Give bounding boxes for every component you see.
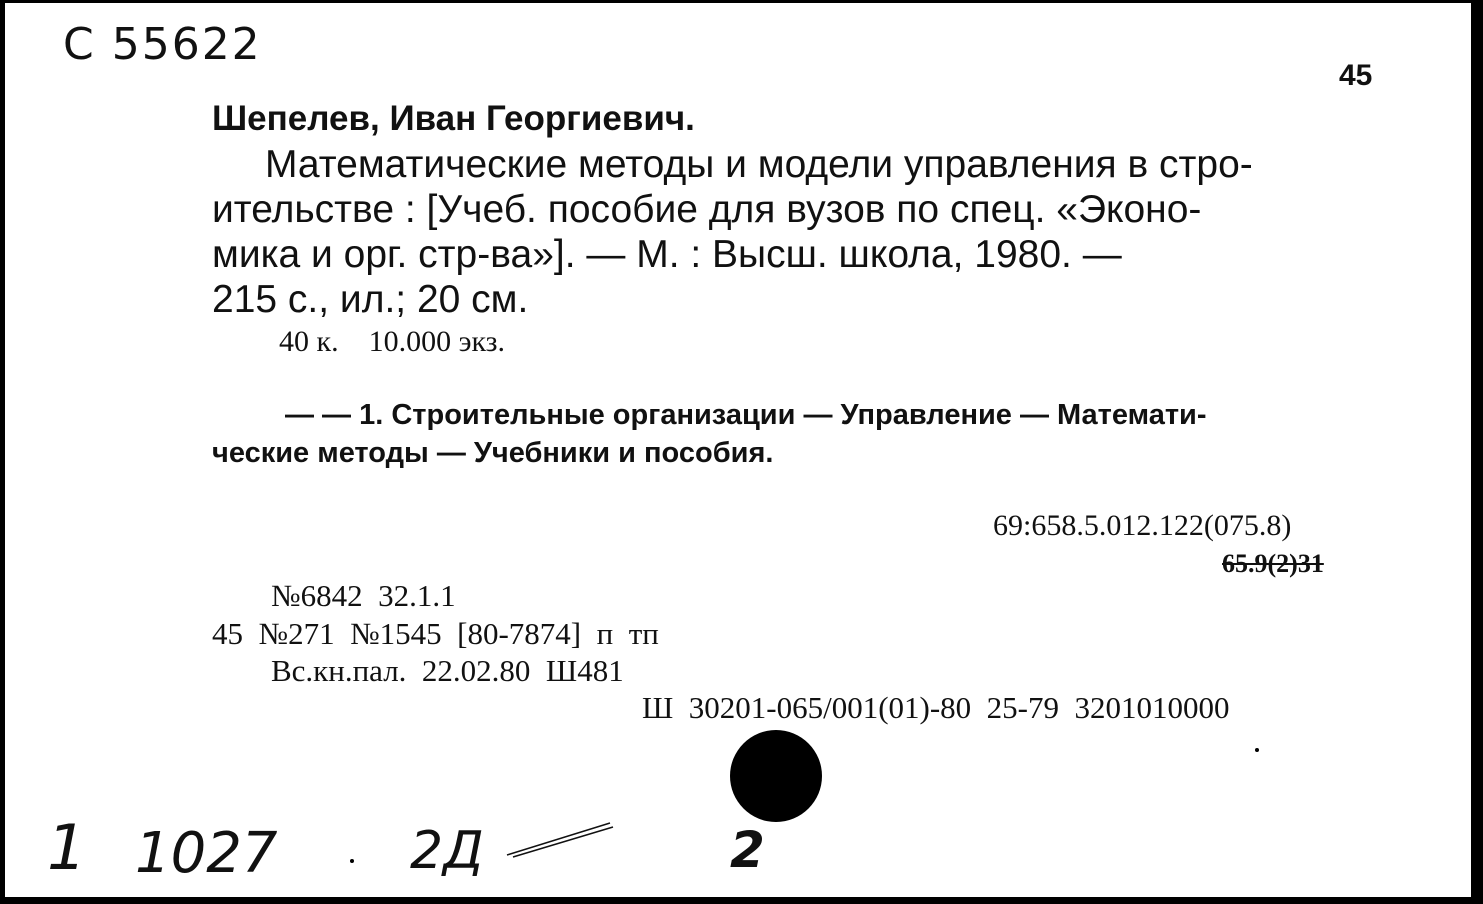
description-line: Математические методы и модели управления в стро- — [265, 143, 1253, 186]
price-and-print-run: 40 к. 10.000 экз. — [279, 325, 505, 358]
pen-stroke — [505, 819, 615, 859]
registration-line: №6842 32.1.1 — [271, 578, 456, 613]
udc-code: 69:658.5.012.122(075.8) — [993, 509, 1292, 542]
ink-dot — [1255, 748, 1259, 752]
catalog-card — [5, 3, 1475, 897]
punch-hole — [730, 730, 822, 822]
call-number: С 55622 — [63, 19, 262, 70]
registration-line: Вс.кн.пал. 22.02.80 Ш481 — [271, 653, 624, 688]
subject-heading-line: — — 1. Строительные организации — Управление — Математи- — [285, 399, 1207, 431]
description-line: 215 с., ил.; 20 см. — [212, 278, 529, 321]
description-line: мика и орг. стр-ва»]. — М. : Высш. школа, 1980. — — [212, 233, 1122, 276]
catalog-index-line: Ш 30201-065/001(01)-80 25-79 3201010000 — [642, 690, 1230, 725]
bbk-code-struck: 65.9(2)31 — [1222, 549, 1324, 578]
ink-dot — [350, 859, 354, 863]
registration-line: 45 №271 №1545 [80-7874] п тп — [212, 616, 659, 651]
handwritten-mark: 1 — [47, 811, 87, 884]
handwritten-mark: 2Д — [410, 821, 484, 881]
author-heading: Шепелев, Иван Георгиевич. — [212, 99, 695, 138]
description-line: ительстве : [Учеб. пособие для вузов по спец. «Эконо- — [212, 188, 1202, 231]
handwritten-mark: 2 — [730, 821, 765, 879]
handwritten-mark: 1027 — [135, 821, 278, 886]
subject-heading-line: ческие методы — Учебники и пособия. — [212, 437, 774, 469]
page-number: 45 — [1339, 59, 1373, 92]
